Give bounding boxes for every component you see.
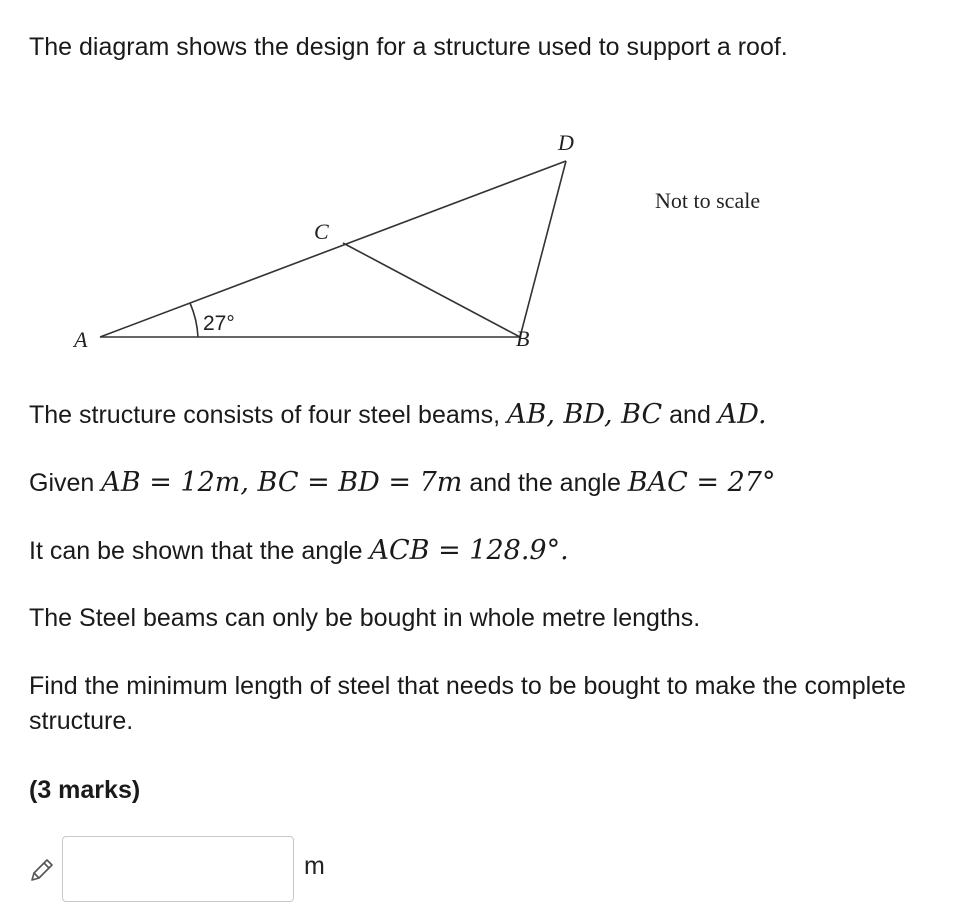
- find-text: Find the minimum length of steel that needs to be bought to make the complete structure.: [29, 672, 906, 735]
- beams-text: The structure consists of four steel beams, AB, BD, BC and AD.: [29, 399, 767, 430]
- beam-bc: [343, 243, 520, 337]
- given-text: Given AB = 12m, BC = BD = 7m and the angle BAC = 27°: [29, 467, 776, 498]
- beam-ad: [100, 161, 566, 337]
- label-d: D: [558, 130, 574, 155]
- label-b: B: [516, 326, 530, 351]
- label-a: A: [74, 327, 88, 352]
- pencil-icon: [26, 856, 56, 886]
- angle-arc: [190, 303, 198, 337]
- angle-text: It can be shown that the angle ACB = 128.9°.: [29, 535, 569, 566]
- beam-bd: [520, 161, 566, 337]
- marks-text: (3 marks): [29, 776, 141, 804]
- intro-text: The diagram shows the design for a structure used to support a roof.: [29, 33, 788, 61]
- whole-lengths-text: The Steel beams can only be bought in whole metre lengths.: [29, 604, 701, 632]
- roof-structure-diagram: [60, 120, 600, 360]
- not-to-scale-note: Not to scale: [655, 188, 761, 213]
- angle-label: 27°: [203, 312, 235, 335]
- unit-label: m: [304, 852, 325, 880]
- answer-input[interactable]: [62, 836, 294, 902]
- label-c: C: [314, 219, 329, 244]
